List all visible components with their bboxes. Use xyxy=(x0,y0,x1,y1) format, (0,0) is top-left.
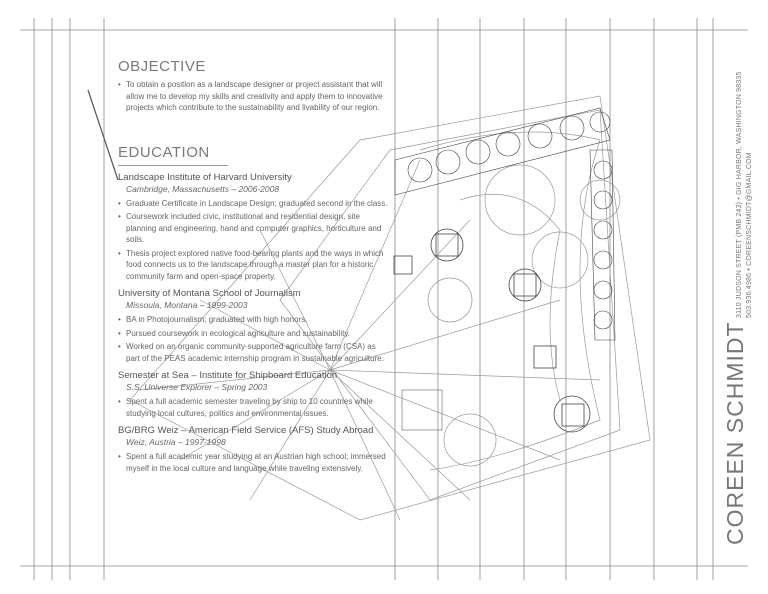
school-detail: Cambridge, Massachusetts – 2006-2008 xyxy=(126,183,280,194)
education-entry xyxy=(118,370,390,419)
resume-content xyxy=(118,58,390,476)
education-heading: EDUCATION xyxy=(118,143,210,161)
school-name: BG/BRG Weiz – American Field Service (AFS) Study Abroad xyxy=(118,425,374,436)
education-bullet: • Spent a full academic semester traveling by ship to 10 countries while studying local cultures, politics and environmental issues. xyxy=(118,396,390,419)
school-name: University of Montana School of Journalism xyxy=(118,288,301,299)
education-entry xyxy=(118,172,390,283)
education-bullet: • Thesis project explored native food-bearing plants and the ways in which food connects us to the landscape through a master plan for a historic community farm and open-space property. xyxy=(118,248,390,283)
education-bullet: • Graduate Certificate in Landscape Design; graduated second in the class. xyxy=(118,198,390,210)
section-divider xyxy=(118,165,228,166)
school-name: Semester at Sea – Institute for Shipboard Education xyxy=(118,370,338,381)
planter-boxes xyxy=(394,229,590,432)
education-bullet: • Pursued coursework in ecological agriculture and sustainability. xyxy=(118,328,390,340)
contact-info: 503.936.4986 • COREENSCHMIDT@GMAIL.COM xyxy=(746,152,753,318)
mailing-address: 3110 JUDSON STREET (PMB 243) • GIG HARBOR, WASHINGTON 98335 xyxy=(736,71,743,318)
school-detail: Weiz, Austria – 1997-1998 xyxy=(126,437,226,447)
education-entry xyxy=(118,288,390,364)
school-detail: S.S. Universe Explorer – Spring 2003 xyxy=(126,382,268,392)
objective-text: • To obtain a position as a landscape designer or project assistant that will allow me to develop my skills and creativity and apply them to innovative projects which contribute to the sustainability and livability of our region. xyxy=(118,79,390,114)
objective-heading: OBJECTIVE xyxy=(118,58,206,75)
school-detail: Missoula, Montana – 1999-2003 xyxy=(126,300,248,310)
education-bullet: • BA in Photojournalism; graduated with high honors. xyxy=(118,314,390,326)
education-entry xyxy=(118,425,390,474)
education-bullet: • Spent a full academic year studying at an Austrian high school; immersed myself in the local culture and language while traveling extensively. xyxy=(118,451,390,474)
education-bullet: • Coursework included civic, institutional and residential design, site planning and engineering, hand and computer graphics, horticulture and soils. xyxy=(118,211,390,246)
education-bullet: • Worked on an organic community-supported agriculture farm (CSA) as part of the PEAS academic internship program in sustainable agriculture. xyxy=(118,341,390,364)
applicant-name: COREEN SCHMIDT xyxy=(722,321,748,545)
school-name: Landscape Institute of Harvard University xyxy=(118,171,292,183)
